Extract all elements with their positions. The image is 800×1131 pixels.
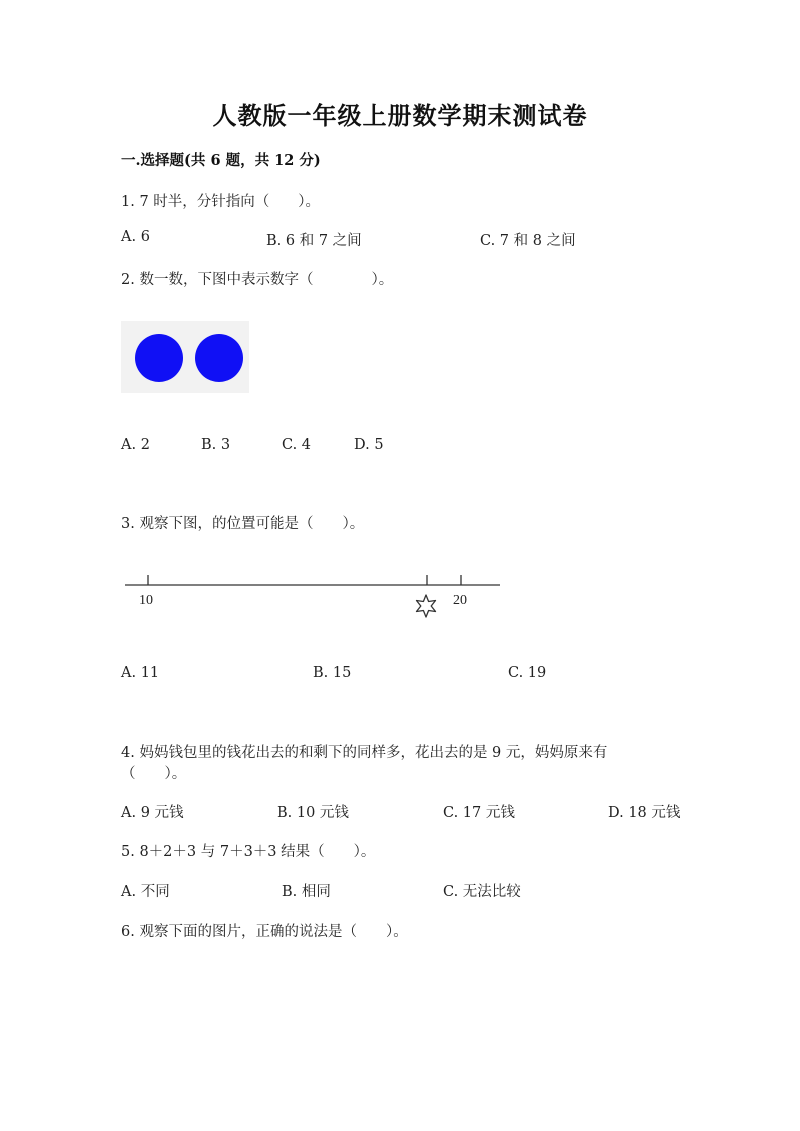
- page-title: 人教版一年级上册数学期末测试卷: [212, 101, 588, 130]
- question-4-text-line1: 4. 妈妈钱包里的钱花出去的和剩下的同样多，花出去的是 9 元，妈妈原来有: [121, 745, 608, 761]
- star-icon: [417, 595, 436, 617]
- question-2-text: 2. 数一数，下图中表示数字（ ）。: [121, 272, 394, 288]
- question-4-option-a: A. 9 元钱: [121, 805, 184, 821]
- question-1-option-a: A. 6: [121, 229, 150, 245]
- question-2-option-d: D. 5: [354, 437, 384, 453]
- question-1-option-c: C. 7 和 8 之间: [480, 233, 576, 249]
- question-1-option-b: B. 6 和 7 之间: [266, 233, 362, 249]
- question-2-option-a: A. 2: [121, 437, 150, 453]
- label-10: 10: [139, 593, 153, 608]
- section-heading: 一.选择题(共 6 题，共 12 分): [121, 152, 321, 169]
- question-4-option-d: D. 18 元钱: [608, 805, 681, 821]
- question-5-option-b: B. 相同: [282, 884, 331, 900]
- label-20: 20: [453, 593, 467, 608]
- number-line-figure: [120, 566, 510, 626]
- question-2-figure: [121, 321, 249, 393]
- question-5-text: 5. 8＋2＋3 与 7＋3＋3 结果（ ）。: [121, 844, 376, 860]
- question-3-option-a: A. 11: [121, 665, 160, 681]
- question-3-text: 3. 观察下图，的位置可能是（ ）。: [121, 516, 365, 532]
- blue-circle-2: [195, 334, 243, 382]
- question-5-option-a: A. 不同: [121, 884, 170, 900]
- question-2-option-b: B. 3: [201, 437, 231, 453]
- blue-circle-1: [135, 334, 183, 382]
- question-5-option-c: C. 无法比较: [443, 884, 521, 900]
- question-1-text: 1. 7 时半，分针指向（ ）。: [121, 194, 321, 210]
- question-3-option-b: B. 15: [313, 665, 352, 681]
- question-2-option-c: C. 4: [282, 437, 312, 453]
- question-4-option-b: B. 10 元钱: [277, 805, 349, 821]
- question-6-text: 6. 观察下面的图片，正确的说法是（ ）。: [121, 924, 408, 940]
- question-3-option-c: C. 19: [508, 665, 547, 681]
- question-4-option-c: C. 17 元钱: [443, 805, 515, 821]
- question-4-text-line2: （ ）。: [121, 766, 187, 782]
